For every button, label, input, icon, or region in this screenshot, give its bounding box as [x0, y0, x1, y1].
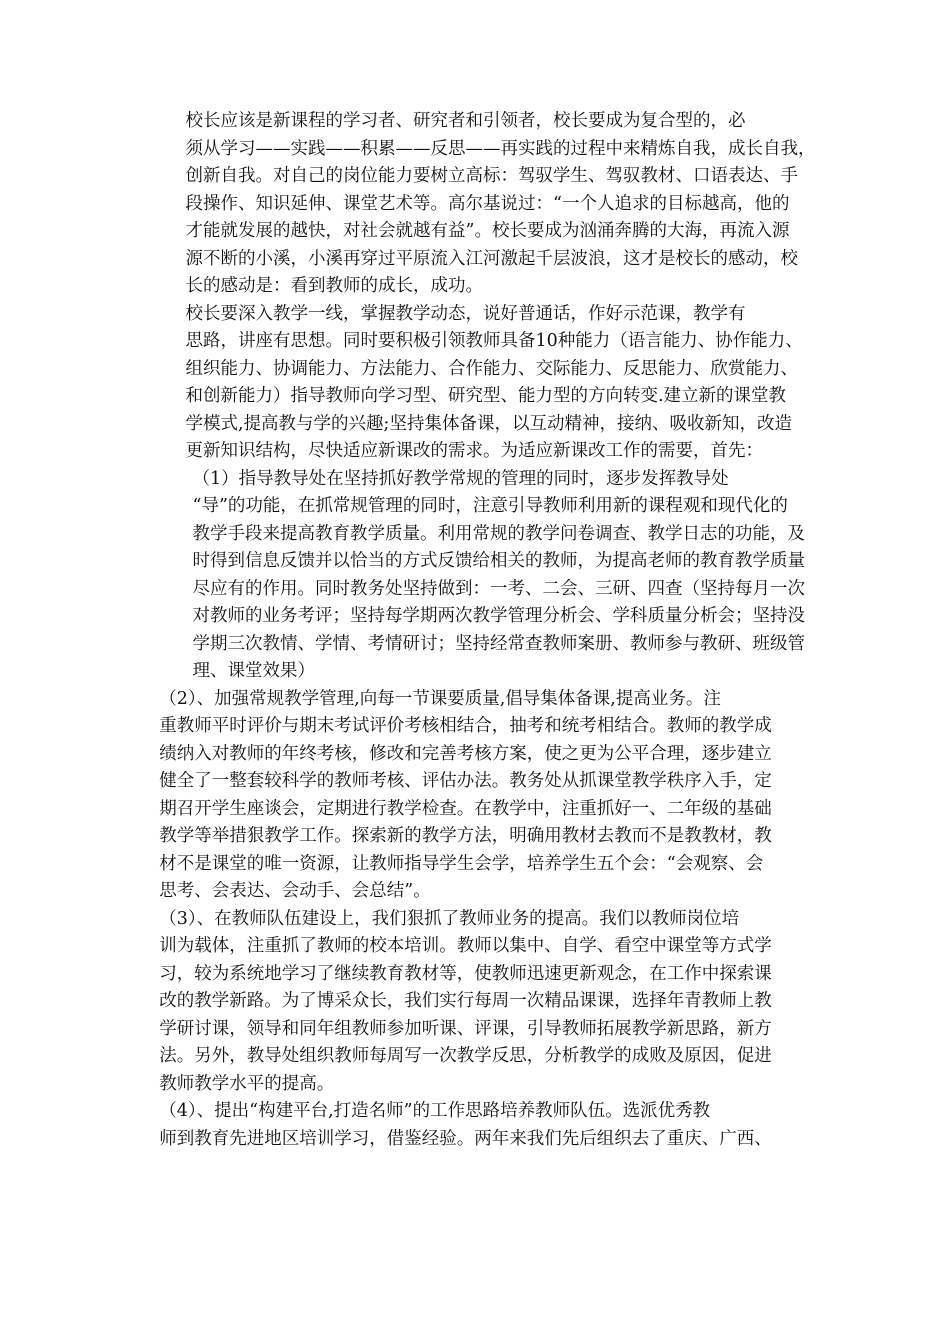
text-line: 时得到信息反馈并以恰当的方式反馈给相关的教师，为提高老师的教育教学质量 [192, 551, 805, 571]
paragraph-4 [140, 686, 818, 906]
text-line: 师到教育先进地区培训学习，借鉴经验。两年来我们先后组织去了重庆、广西、 [159, 1128, 772, 1149]
text-line: 组织能力、协调能力、方法能力、合作能力、交际能力、反思能力、欣赏能力、 [185, 358, 798, 379]
text-line: 教学等举措狠教学工作。探索新的教学方法，明确用教材去教而不是教教材，教 [159, 826, 772, 846]
text-line: （4）、提出“构建平台,打造名师”的工作思路培养教师队伍。选派优秀教 [159, 1101, 711, 1121]
text-line: 思路，讲座有思想。同时要积极引领教师具备10种能力（语言能力、协作能力、 [185, 331, 803, 351]
text-line: 创新自我。对自己的岗位能力要树立高标：驾驭学生、驾驭教材、口语表达、手 [185, 166, 798, 186]
text-line: 尽应有的作用。同时教务处坚持做到：一考、二会、三研、四查（坚持每月一次 [192, 578, 805, 599]
text-line: 更新知识结构，尽快适应新课改的需求。为适应新课改工作的需要，首先： [185, 441, 763, 461]
text-line: “导”的功能，在抓常规管理的同时，注意引导教师利用新的课程观和现代化的 [192, 496, 788, 516]
text-line: 教学手段来提高教育教学质量。利用常规的教学问卷调查、教学日志的功能，及 [192, 523, 805, 544]
text-line: 绩纳入对教师的年终考核，修改和完善考核方案，使之更为公平合理，逐步建立 [159, 743, 772, 764]
paragraph-5 [140, 906, 818, 1099]
text-line: 重教师平时评价与期末考试评价考核相结合，抽考和统考相结合。教师的教学成 [159, 716, 772, 736]
text-line: 学期三次教情、学情、考情研讨；坚持经常查教师案册、教师参与教研、班级管 [192, 633, 805, 654]
text-line: （2）、加强常规教学管理,向每一节课要质量,倡导集体备课,提高业务。注 [159, 688, 721, 709]
text-line: 改的教学新路。为了博采众长，我们实行每周一次精品课课，选择年青教师上教 [159, 991, 772, 1011]
document-body [140, 108, 818, 1153]
text-line: 学模式,提高教与学的兴趣;坚持集体备课，以互动精神，接纳、吸收新知，改造 [185, 413, 792, 434]
paragraph-1 [140, 108, 818, 301]
text-line: 健全了一整套较科学的教师考核、评估办法。教务处从抓课堂教学秩序入手，定 [159, 771, 772, 791]
text-line: 对教师的业务考评；坚持每学期两次教学管理分析会、学科质量分析会；坚持没 [192, 606, 805, 626]
text-line: 法。另外，教导处组织教师每周写一次教学反思，分析教学的成败及原因，促进 [159, 1046, 772, 1066]
text-line: 训为载体，注重抓了教师的校本培训。教师以集中、自学、看空中课堂等方式学 [159, 936, 772, 956]
text-line: 和创新能力）指导教师向学习型、研究型、能力型的方向转变.建立新的课堂教 [185, 386, 787, 406]
text-line: 才能就发展的越快，对社会就越有益”。校长要成为汹涌奔腾的大海，再流入源 [185, 221, 790, 241]
paragraph-3 [140, 466, 818, 686]
text-line: 材不是课堂的唯一资源，让教师指导学生会学，培养学生五个会：“会观察、会 [159, 853, 764, 874]
text-line: （3）、在教师队伍建设上，我们狠抓了教师业务的提高。我们以教师岗位培 [159, 908, 740, 929]
text-line: 期召开学生座谈会，定期进行教学检查。在教学中，注重抓好一、二年级的基础 [159, 798, 772, 819]
text-line: 源不断的小溪，小溪再穿过平原流入江河激起千层波浪，这才是校长的感动，校 [185, 248, 798, 269]
text-line: 校长要深入教学一线，掌握教学动态，说好普通话，作好示范课，教学有 [185, 303, 746, 324]
text-line: 须从学习——实践——积累——反思——再实践的过程中来精炼自我，成长自我， [185, 138, 816, 159]
text-line: 教师教学水平的提高。 [159, 1073, 335, 1094]
text-line: 段操作、知识延伸、课堂艺术等。高尔基说过：“一个人追求的目标越高，他的 [185, 193, 790, 214]
text-line: 思考、会表达、会动手、会总结”。 [159, 881, 431, 901]
text-line: 习，较为系统地学习了继续教育教材等，使教师迅速更新观念，在工作中探索课 [159, 963, 772, 984]
text-line: 长的感动是：看到教师的成长，成功。 [185, 276, 483, 296]
text-line: 校长应该是新课程的学习者、研究者和引领者，校长要成为复合型的，必 [185, 111, 746, 131]
text-line: 学研讨课，领导和同年组教师参加听课、评课，引导教师拓展教学新思路，新方 [159, 1018, 772, 1039]
text-line: （1）指导教导处在坚持抓好教学常规的管理的同时，逐步发挥教导处 [192, 468, 729, 489]
text-line: 理、课堂效果） [192, 661, 315, 681]
paragraph-6 [140, 1098, 818, 1153]
paragraph-2 [140, 301, 818, 466]
